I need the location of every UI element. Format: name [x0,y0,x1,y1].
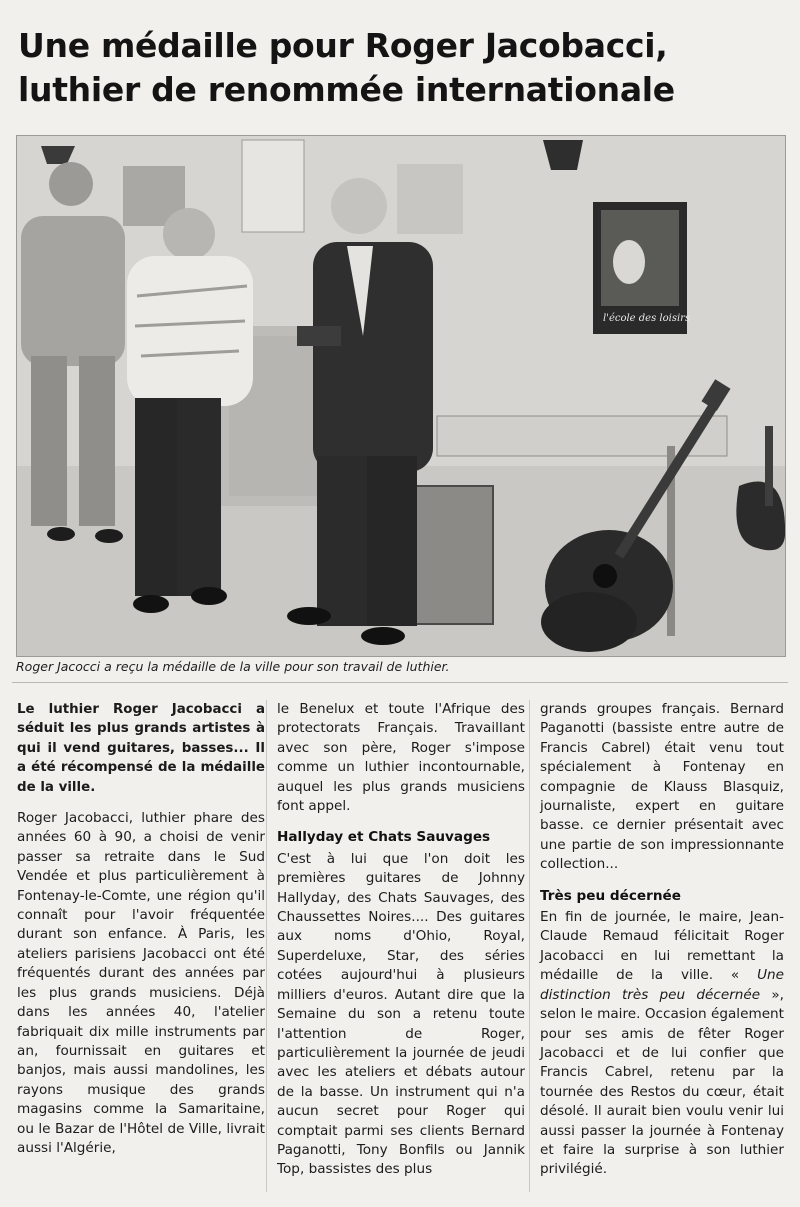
column-3 [540,700,784,1192]
article-photo [16,135,786,657]
column-1 [17,700,265,1170]
article-headline [18,24,788,112]
paragraph-5 [540,908,784,1180]
lead-paragraph: Le luthier Roger Jacobacci a séduit les plus grands artistes à qui il vend guitares, basses... Il a été récompensé de la médaille de la ville. [17,702,265,795]
photo-caption: Roger Jacocci a reçu la médaille de la ville pour son travail de luthier. [16,659,450,674]
headline-line-1: Une médaille pour Roger Jacobacci, [18,26,668,65]
paragraph-4: grands groupes français. Bernard Paganotti (bassiste entre autre de Francis Cabrel) était venu tout spécialement à Fontenay en compagnie de Klauss Blasquiz, journaliste, expert en guitare basse. ce dernier présentait avec une partie de son impressionnante collection... [540,701,784,873]
subheading-hallyday: Hallyday et Chats Sauvages [277,829,491,846]
paragraph-2: le Benelux et toute l'Afrique des protectorats Français. Travaillant avec son père, Roger s'impose comme un luthier incontournable, auquel les plus grands musiciens font appel. [277,701,525,815]
paragraph-1: Roger Jacobacci, luthier phare des années 60 à 90, a choisi de venir passer sa retraite dans le Sud Vendée et plus particulièrement à Fontenay-le-Comte, une région qu'il connaît pour l'avoir fréquentée durant son enfance. À Paris, les ateliers parisiens Jacobacci ont été fréquentés durant des années par les plus grands musiciens. Déjà dans les années 40, l'atelier fabriquait dix mille instruments par an, fournissait en guitares et banjos, mais aussi mandolines, les rayons musique des grands magasins comme la Samaritaine, ou le Bazar de l'Hôtel de Ville, livrait aussi l'Algérie, [17,810,265,1156]
paragraph-3: C'est à lui que l'on doit les premières guitares de Johnny Hallyday, des Chats Sauvages, des Chaussettes Noires.... Des guitares aux noms d'Ohio, Royal, Superdeluxe, Star, des séries cotées aujourd'hui à plusieurs milliers d'euros. Autant dire que la Semaine du son a retenu toute l'attention de Roger, particulièrement la journée de jeudi avec les ateliers et débats autour de la basse. Un instrument qui n'a aucun secret pour Roger qui comptait parmi ses clients Bernard Paganotti, Tony Bonfils ou Jannik Top, bassistes des plus [277,850,525,1178]
headline-line-2: luthier de renommée internationale [18,70,675,109]
column-separator [266,700,267,1192]
column-separator [529,700,530,1192]
subheading-tres-peu: Très peu décernée [540,887,681,904]
poster-text: l'école des loisirs [603,313,691,324]
column-2 [277,700,525,1192]
ecole-des-loisirs-poster [593,202,690,334]
caption-divider [12,682,788,683]
paragraph-5-quote: Une distinction très peu décernée [540,967,784,1003]
paragraph-5-start: En fin de journée, le maire, Jean-Claude Remaud félicitait Roger Jacobacci en lui remettant la médaille de la ville. « [540,909,784,984]
paragraph-5-end: », selon le maire. Occasion également pour ses amis de fêter Roger Jacobacci et de lui confier que Francis Cabrel, retenu par la tournée des Restos du cœur, était désolé. Il aurait bien voulu venir lui aussi passer la journée à Fontenay et faire la surprise à son luthier privilégié. [540,986,785,1178]
